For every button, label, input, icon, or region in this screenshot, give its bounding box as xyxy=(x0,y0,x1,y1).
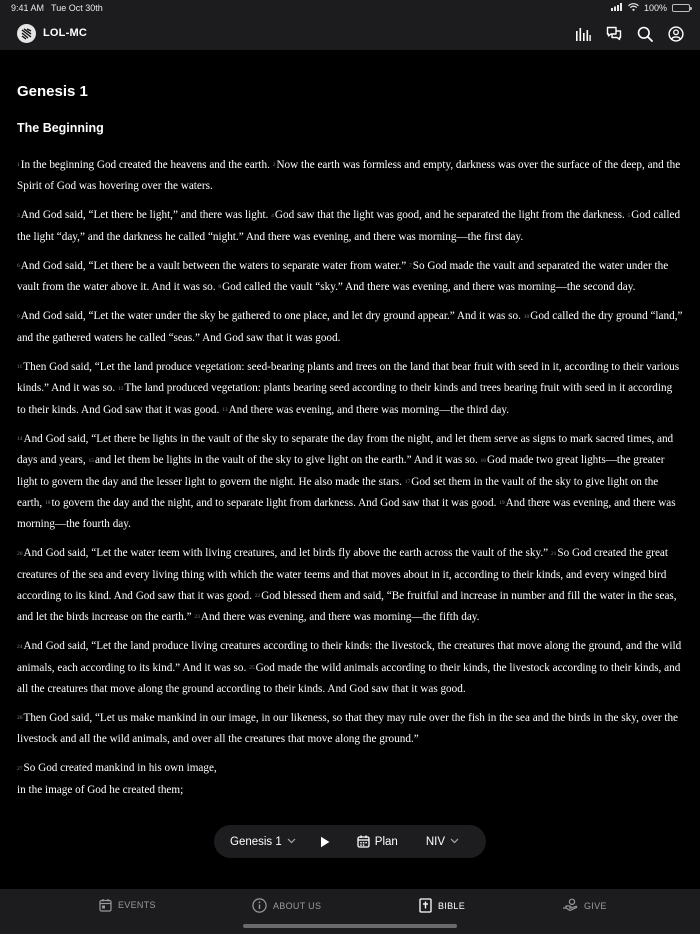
version-label: NIV xyxy=(425,835,445,848)
verse-number[interactable]: 19 xyxy=(499,500,505,507)
verse-text[interactable]: And God said, “Let there be a vault between the waters to separate water from water.” xyxy=(20,259,407,272)
section-heading: The Beginning xyxy=(17,121,104,135)
verse-number[interactable]: 18 xyxy=(44,500,51,507)
verse-text[interactable]: God made two great lights—the greater light to govern the day and the lesser light to govern the night. He also made the stars. xyxy=(17,454,665,488)
verse-number[interactable]: 26 xyxy=(17,715,23,722)
verse-number[interactable]: 21 xyxy=(550,550,557,557)
verse-text[interactable]: to govern the day and the night, and to separate light from darkness. And God saw that it was good. xyxy=(51,496,497,509)
verse-text[interactable]: And there was evening, and there was morning—the fifth day. xyxy=(200,611,480,624)
verse-number[interactable]: 2 xyxy=(272,162,276,169)
verse-number[interactable]: 15 xyxy=(88,457,94,464)
verse-number[interactable]: 5 xyxy=(627,212,631,219)
passage-paragraph xyxy=(17,256,683,299)
verse-number[interactable]: 12 xyxy=(118,385,124,392)
verse-text[interactable]: and let them be lights in the vault of the sky to give light on the earth.” And it was so. xyxy=(94,454,478,467)
verse-number[interactable]: 27 xyxy=(17,765,23,772)
poetry-line[interactable] xyxy=(17,758,683,779)
verse-number[interactable]: 9 xyxy=(17,313,20,320)
app-name: LOL-MC xyxy=(43,27,87,39)
verse-number[interactable]: 6 xyxy=(17,263,20,270)
chat-icon[interactable] xyxy=(605,25,622,42)
verse-text[interactable]: God called the vault “sky.” And there was evening, and there was morning—the second day. xyxy=(222,281,636,294)
verse-text[interactable]: Now the earth was formless and empty, darkness was over the surface of the deep, and the Spirit of God was hovering over the waters. xyxy=(17,159,681,193)
verse-text[interactable]: So God made the vault and separated the water under the vault from the water above it. And it was so. xyxy=(17,259,669,294)
reader-controls xyxy=(214,825,486,858)
chevron-down-icon xyxy=(450,837,459,846)
verse-number[interactable]: 14 xyxy=(17,436,23,443)
bible-reader[interactable] xyxy=(0,50,700,889)
verse-number[interactable]: 10 xyxy=(523,313,530,320)
play-button[interactable] xyxy=(320,836,330,848)
verse-number[interactable]: 16 xyxy=(480,457,487,464)
account-icon[interactable] xyxy=(667,25,684,42)
status-date: Tue Oct 30th xyxy=(51,3,103,13)
battery-percent: 100% xyxy=(643,3,667,13)
info-icon xyxy=(252,898,267,913)
verse-text[interactable]: God called the light “day,” and the darkness he called “night.” And there was evening, and there was morning—the first day. xyxy=(17,209,681,243)
verse-text[interactable]: And God said, “Let the water teem with living creatures, and let birds fly above the earth across the vault of the sky.” xyxy=(23,547,549,560)
verse-text[interactable]: And there was evening, and there was morning—the third day. xyxy=(228,403,510,416)
verse-number[interactable]: 25 xyxy=(249,665,255,672)
passage-paragraph xyxy=(17,636,683,700)
home-indicator xyxy=(243,924,457,928)
verse-text[interactable]: And God said, “Let there be light,” and there was light. xyxy=(20,209,269,222)
chapter-selector[interactable] xyxy=(230,836,296,848)
verse-number[interactable]: 22 xyxy=(254,593,261,600)
verse-number[interactable]: 1 xyxy=(17,162,20,169)
tab-bible-label: BIBLE xyxy=(438,900,466,911)
passage-paragraph xyxy=(17,357,683,421)
verse-text[interactable]: The land produced vegetation: plants bearing seed according to their kinds and trees bearing fruit with seed in it according to their kinds. And God saw that it was good. xyxy=(17,382,673,416)
chapter-selector-label: Genesis 1 xyxy=(230,835,282,848)
verse-text: So God created mankind in his own image, xyxy=(23,762,217,775)
chapter-title: Genesis 1 xyxy=(17,83,88,100)
give-icon xyxy=(562,898,578,913)
verse-text[interactable]: So God created the great creatures of the sea and every living thing with which the water teems and that moves about in it, according to their kinds, and every winged bird according to its kind. And God saw that it was good. xyxy=(17,547,668,602)
plan-button[interactable] xyxy=(357,835,398,848)
header-actions xyxy=(574,25,684,42)
passage-text xyxy=(17,155,683,809)
verse-text[interactable]: And God said, “Let the water under the sky be gathered to one place, and let dry ground appear.” And it was so. xyxy=(20,310,521,323)
tab-about[interactable] xyxy=(252,898,321,913)
passage-paragraph xyxy=(17,708,683,750)
tab-give[interactable] xyxy=(562,898,607,913)
verse-text[interactable]: God saw that the light was good, and he separated the light from the darkness. xyxy=(274,209,625,222)
verse-number[interactable]: 24 xyxy=(17,643,23,650)
status-bar xyxy=(0,0,700,18)
verse-number[interactable]: 3 xyxy=(17,212,20,219)
battery-icon xyxy=(672,4,690,12)
tab-give-label: GIVE xyxy=(584,900,607,911)
verse-number[interactable]: 4 xyxy=(271,212,274,219)
app-header xyxy=(0,18,700,50)
status-time: 9:41 AM xyxy=(11,3,45,13)
verse-text[interactable]: In the beginning God created the heavens and the earth. xyxy=(20,159,270,171)
wifi-icon xyxy=(628,3,639,13)
verse-number[interactable]: 20 xyxy=(17,550,23,557)
calendar-icon xyxy=(357,835,370,848)
verse-text[interactable]: And there was evening, and there was morning—the fourth day. xyxy=(17,496,676,531)
poetry-line[interactable] xyxy=(17,780,683,801)
cellular-signal-icon xyxy=(611,3,623,13)
passage-paragraph xyxy=(17,205,683,247)
audio-icon[interactable] xyxy=(574,25,591,42)
search-icon[interactable] xyxy=(636,25,653,42)
passage-paragraph xyxy=(17,543,683,628)
passage-paragraph xyxy=(17,306,683,348)
verse-number[interactable]: 7 xyxy=(409,263,412,270)
tab-bible[interactable] xyxy=(419,898,465,913)
verse-text[interactable]: Then God said, “Let us make mankind in our image, in our likeness, so that they may rule over the fish in the sea and the birds in the sky, over the livestock and all the wild animals, and over all the creatures that move along the ground.” xyxy=(17,712,679,746)
church-logo[interactable] xyxy=(17,24,36,43)
verse-text[interactable]: God set them in the vault of the sky to give light on the earth, xyxy=(17,475,659,509)
verse-number[interactable]: 23 xyxy=(194,614,200,621)
verse-number[interactable]: 11 xyxy=(17,364,23,371)
verse-text[interactable]: Then God said, “Let the land produce vegetation: seed-bearing plants and trees on the land that bear fruit with seed in it, according to their various kinds.” And it was so. xyxy=(17,360,680,395)
tab-about-label: ABOUT US xyxy=(273,900,322,911)
verse-number[interactable]: 13 xyxy=(222,406,228,413)
bible-icon xyxy=(419,898,432,913)
verse-text: in the image of God he created them; xyxy=(17,783,184,796)
verse-text[interactable]: God called the dry ground “land,” and the gathered waters he called “seas.” And God saw that it was good. xyxy=(17,310,683,344)
passage-paragraph xyxy=(17,429,683,535)
plan-label: Plan xyxy=(374,835,398,848)
version-selector[interactable] xyxy=(426,836,459,848)
calendar-icon xyxy=(99,898,112,912)
verse-number[interactable]: 17 xyxy=(404,478,411,485)
poetry-paragraph xyxy=(17,758,683,800)
verse-text[interactable]: And God said, “Let the land produce living creatures according to their kinds: the livestock, the creatures that move along the ground, and the wild animals, each according to its kind.” And it was so. xyxy=(17,640,682,674)
verse-text[interactable]: God blessed them and said, “Be fruitful and increase in number and fill the water in the seas, and let the birds increase on the earth.” xyxy=(17,589,677,624)
verse-text[interactable]: And God said, “Let there be lights in the vault of the sky to separate the day from the night, and let them serve as signs to mark sacred times, and days and years, xyxy=(17,432,674,467)
passage-paragraph xyxy=(17,155,683,197)
tab-events[interactable] xyxy=(99,898,156,912)
play-icon xyxy=(320,836,330,848)
verse-number[interactable]: 8 xyxy=(218,284,222,291)
chevron-down-icon xyxy=(287,837,296,846)
tab-events-label: EVENTS xyxy=(118,900,156,910)
verse-text[interactable]: God made the wild animals according to their kinds, the livestock according to their kinds, and all the creatures that move along the ground according to their kinds. And God saw that it was good. xyxy=(17,661,681,696)
